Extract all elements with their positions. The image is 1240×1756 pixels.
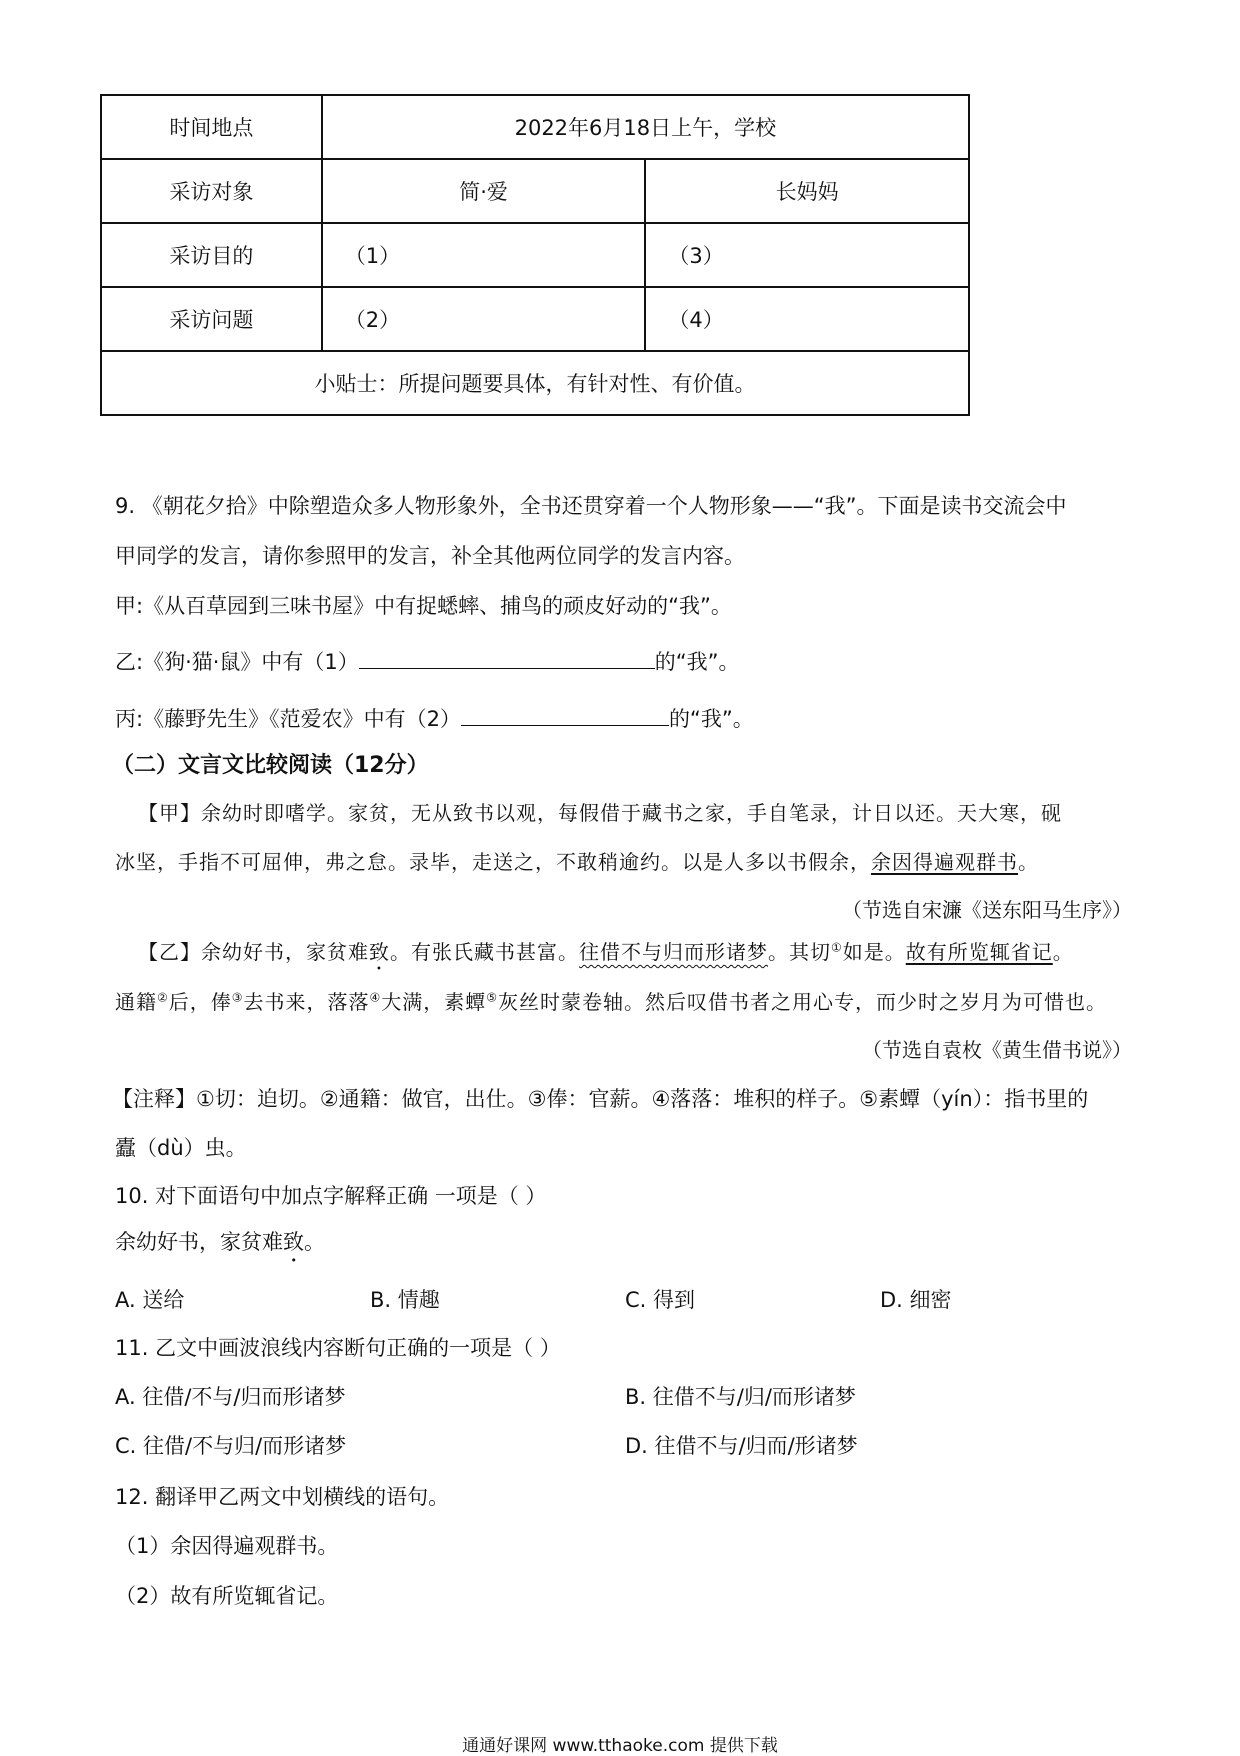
footnote-marker: ①: [831, 940, 843, 955]
footnote-marker: ⑤: [486, 990, 499, 1005]
q10-stem: 10. 对下面语句中加点字解释正确 一项是（ ）: [115, 1184, 547, 1208]
q10-option-d[interactable]: D. 细密: [880, 1288, 952, 1312]
table-cell-subject-b: 长妈妈: [645, 159, 969, 223]
passage-yi-text: 。其切: [768, 940, 831, 964]
table-cell-subject-a: 简·爱: [322, 159, 646, 223]
passage-yi-line2: [115, 986, 1107, 1015]
q11-option-d[interactable]: D. 往借不与/归而/形诸梦: [625, 1434, 858, 1458]
q9-bing-suffix: 的“我”。: [668, 707, 754, 731]
passage-yi-text: 。: [1052, 940, 1074, 964]
q10-sentence-text: 余幼好书，家贫难: [115, 1230, 283, 1254]
q11-stem: 11. 乙文中画波浪线内容断句正确的一项是（ ）: [115, 1336, 561, 1360]
table-cell-question-a: （2）: [322, 287, 646, 351]
q10-option-c[interactable]: C. 得到: [625, 1288, 696, 1312]
q10-option-a[interactable]: A. 送给: [115, 1288, 185, 1312]
section-heading: （二）文言文比较阅读（12分）: [112, 753, 429, 778]
q9-bing-prefix: 丙:《藤野先生》《范爱农》中有（2）: [115, 707, 461, 731]
passage-yi-text: 灰丝时蒙卷轴。然后叹借书者之用心专，而少时之岁月为可惜也。: [498, 990, 1108, 1014]
table-cell-label: 采访目的: [101, 223, 322, 287]
table-row: [101, 351, 969, 415]
passage-jia-line1: 【甲】余幼时即嗜学。家贫，无从致书以观，每假借于藏书之家，手自笔录，计日以还。天大寒，砚: [138, 801, 1062, 825]
q9-bing: [115, 703, 754, 733]
interview-table: [100, 94, 970, 416]
passage-yi-text: 通籍: [115, 990, 157, 1014]
q9-yi-answer-blank[interactable]: [359, 648, 655, 669]
passage-jia-underlined: 余因得遍观群书: [871, 850, 1018, 874]
q9-line1: 9. 《朝花夕拾》中除塑造众多人物形象外，全书还贯穿着一个人物形象——“我”。下面是读书交流会中: [115, 494, 1067, 518]
passage-yi-text: 【乙】余幼好书，家贫难: [138, 940, 369, 964]
notes-line2: 蠹（dù）虫。: [115, 1136, 247, 1160]
q9-jia: 甲:《从百草园到三味书屋》中有捉蟋蟀、捕鸟的顽皮好动的“我”。: [115, 594, 732, 618]
q10-option-b[interactable]: B. 情趣: [370, 1288, 440, 1312]
passage-jia-source: （节选自宋濂《送东阳马生序》）: [842, 898, 1132, 922]
q11-option-b[interactable]: B. 往借不与/归/而形诸梦: [625, 1385, 856, 1409]
passage-yi-line1: [138, 936, 1074, 975]
q9-yi-prefix: 乙:《狗·猫·鼠》中有（1）: [115, 650, 359, 674]
q10-sentence-end: 。: [304, 1230, 325, 1254]
q10-sentence: [115, 1226, 325, 1267]
footnote-marker: ③: [231, 990, 244, 1005]
q9-yi-suffix: 的“我”。: [654, 650, 740, 674]
passage-yi-text: 如是。: [842, 940, 906, 964]
q12-stem: 12. 翻译甲乙两文中划横线的语句。: [115, 1485, 450, 1509]
passage-yi-text: 去书来，落落: [243, 990, 370, 1014]
passage-yi-wavy: 往借不与归而形诸梦: [579, 940, 768, 964]
q11-option-a[interactable]: A. 往借/不与/归而形诸梦: [115, 1385, 346, 1409]
passage-yi-text: 。有张氏藏书甚富。: [390, 940, 579, 964]
passage-jia-line2: [115, 846, 1039, 875]
table-row: [101, 287, 969, 351]
table-cell-label: 采访问题: [101, 287, 322, 351]
table-tip: 小贴士：所提问题要具体，有针对性、有价值。: [101, 351, 969, 415]
table-row: [101, 95, 969, 159]
q9-line2: 甲同学的发言，请你参照甲的发言，补全其他两位同学的发言内容。: [115, 544, 745, 568]
passage-jia-text: 冰坚，手指不可屈伸，弗之怠。录毕，走送之，不敢稍逾约。以是人多以书假余，: [115, 850, 871, 874]
q12-sentence-1: （1）余因得遍观群书。: [115, 1534, 339, 1558]
table-cell-label: 时间地点: [101, 95, 322, 159]
page-footer: 通通好课网 www.tthaoke.com 提供下载: [462, 1736, 778, 1756]
passage-yi-source: （节选自袁枚《黄生借书说》）: [862, 1038, 1132, 1062]
table-cell-purpose-a: （1）: [322, 223, 646, 287]
table-row: [101, 159, 969, 223]
q9-bing-answer-blank[interactable]: [461, 705, 669, 726]
footnote-marker: ②: [157, 990, 169, 1005]
notes-line1: 【注释】①切：迫切。②通籍：做官，出仕。③俸：官薪。④落落：堆积的样子。⑤素蟫（yín）：指书里的: [112, 1087, 1089, 1111]
table-cell-purpose-b: （3）: [645, 223, 969, 287]
table-cell-label: 采访对象: [101, 159, 322, 223]
passage-yi-underlined: 故有所览辄省记: [905, 940, 1053, 964]
table-cell-time-place: 2022年6月18日上午，学校: [322, 95, 969, 159]
table-cell-question-b: （4）: [645, 287, 969, 351]
footnote-marker: ④: [369, 990, 382, 1005]
q12-sentence-2: （2）故有所览辄省记。: [115, 1584, 339, 1608]
passage-yi-text: 后，俸: [168, 990, 232, 1014]
passage-yi-text: 大满，素蟫: [381, 990, 487, 1014]
table-row: [101, 223, 969, 287]
q10-dotted-char: 致: [283, 1230, 304, 1254]
passage-yi-dotted-char: 致: [369, 940, 390, 964]
q9-yi: [115, 646, 740, 676]
q11-option-c[interactable]: C. 往借/不与归/而形诸梦: [115, 1434, 347, 1458]
passage-jia-text-end: 。: [1018, 850, 1039, 874]
